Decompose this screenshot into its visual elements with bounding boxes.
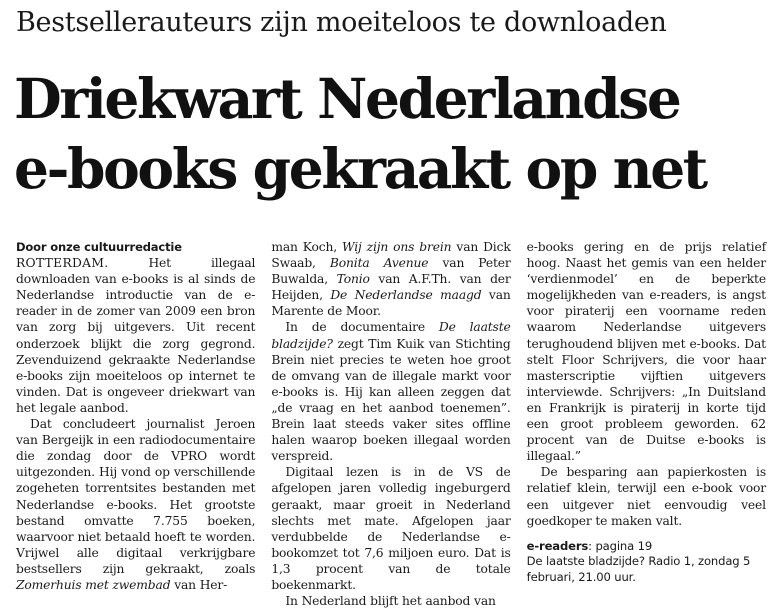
info-broadcast: De laatste bladzijde? Radio 1, zondag 5 februari, 21.00 uur. (526, 554, 751, 584)
book-title: Zomerhuis met zwembad (16, 577, 171, 592)
paragraph (271, 319, 510, 464)
paragraph-text: man Koch, (271, 240, 337, 254)
headline (14, 64, 774, 204)
book-title: Wij zijn ons brein (341, 240, 452, 254)
paragraph-text: zegt Tim Kuik van Stichting Brein niet precies te weten hoe groot de omvang van de illegale markt voor e-books is. Hij kan alleen zeggen dat „de vraag en het aanbod toenemen”. Brein laat steeds vaker sites offline halen waarop boeken illegaal worden verspreid. (271, 336, 511, 464)
byline: Door onze cultuurredactie (16, 240, 182, 254)
info-label: e-readers (526, 538, 589, 553)
paragraph-text: van Marente de Moor. (271, 288, 511, 319)
paragraph-text: van Dick Swaab, (271, 240, 511, 271)
paragraph-text: Dat concludeert journalist Jeroen van Bergeijk in een radiodocumentaire die zondag door de VPRO wordt uitgezonden. Hij vond op verschillende zogeheten torrentsites bestanden met Nederlandse e-books. Het grootste bestand omvatte 7.755 boeken, waarvoor niet betaald hoeft te worden. Vrijwel alle digitaal verkrijgbare bestsellers zijn gekraakt, zoals (16, 417, 256, 576)
paragraph (527, 464, 766, 528)
paragraph (16, 416, 255, 593)
book-title: Tonio (336, 272, 370, 287)
info-box (527, 539, 766, 586)
paragraph-text: van A.F.Th. van der Heijden, (271, 272, 511, 303)
paragraph-text: van Her- (174, 577, 228, 592)
documentary-title: De laatste bladzijde? (271, 320, 511, 351)
book-title: De Nederlandse maagd (330, 288, 482, 303)
paragraph (271, 464, 510, 593)
paragraph (527, 239, 766, 464)
paragraph-text: e-books gering en de prijs relatief hoog. Naast het gemis van een helder ‘verdienmodel’ en de beperkte mogelijkheden van e-readers, is angst voor piraterij een voorname reden waarom Nederlandse uitgevers terughoudend blijven met e-books. Dat stelt Floor Schrijvers, die voor haar masterscriptie vijftien uitgevers interviewde. Schrijvers: „In Duitsland en Frankrijk is piraterij in korte tijd een groot probleem geworden. 62 procent van de Duitse e-books is illegaal.” (526, 240, 766, 464)
paragraph-text: In Nederland blijft het aanbod van (285, 594, 496, 609)
article-column-2 (271, 239, 511, 609)
kicker-subtitle: Bestsellerauteurs zijn moeiteloos te downloaden (16, 7, 667, 38)
info-text: : pagina 19 (588, 538, 653, 553)
paragraph (16, 255, 255, 416)
paragraph (271, 239, 510, 319)
paragraph (271, 593, 510, 609)
paragraph-text: In de documentaire (285, 320, 425, 335)
paragraph-text: van Peter Buwalda, (271, 256, 511, 287)
paragraph-text: Het illegaal downloaden van e-books is al sinds de Nederlandse introductie van de e-reader in de zomer van 2009 een bron van zorg bij uitgevers. Uit recent onderzoek blijkt die zorg gegrond. Zevenduizend gekraakte Nederlandse e-books zijn moeiteloos op internet te vinden. Dat is ongeveer driekwart van het legale aanbod. (16, 256, 256, 415)
article-column-1 (16, 239, 256, 592)
article-column-3 (527, 239, 766, 584)
headline-line-1: Driekwart Nederlandse (14, 66, 680, 131)
paragraph-text: De besparing aan papierkosten is relatief klein, terwijl een e-book voor een uitgever niet eenvoudig veel goedkoper te maken valt. (526, 465, 766, 528)
book-title: Bonita Avenue (329, 256, 429, 271)
headline-line-2: e-books gekraakt op net (14, 136, 706, 201)
dateline: ROTTERDAM. (16, 256, 109, 271)
paragraph-text: Digitaal lezen is in de VS de afgelopen jaren volledig ingeburgerd geraakt, maar groeit in Nederland slechts met mate. Afgelopen jaar verdubbelde de Nederlandse e-bookomzet tot 7,6 miljoen euro. Dat is 1,3 procent van de totale boekenmarkt. (271, 465, 511, 592)
article-body (16, 239, 766, 609)
